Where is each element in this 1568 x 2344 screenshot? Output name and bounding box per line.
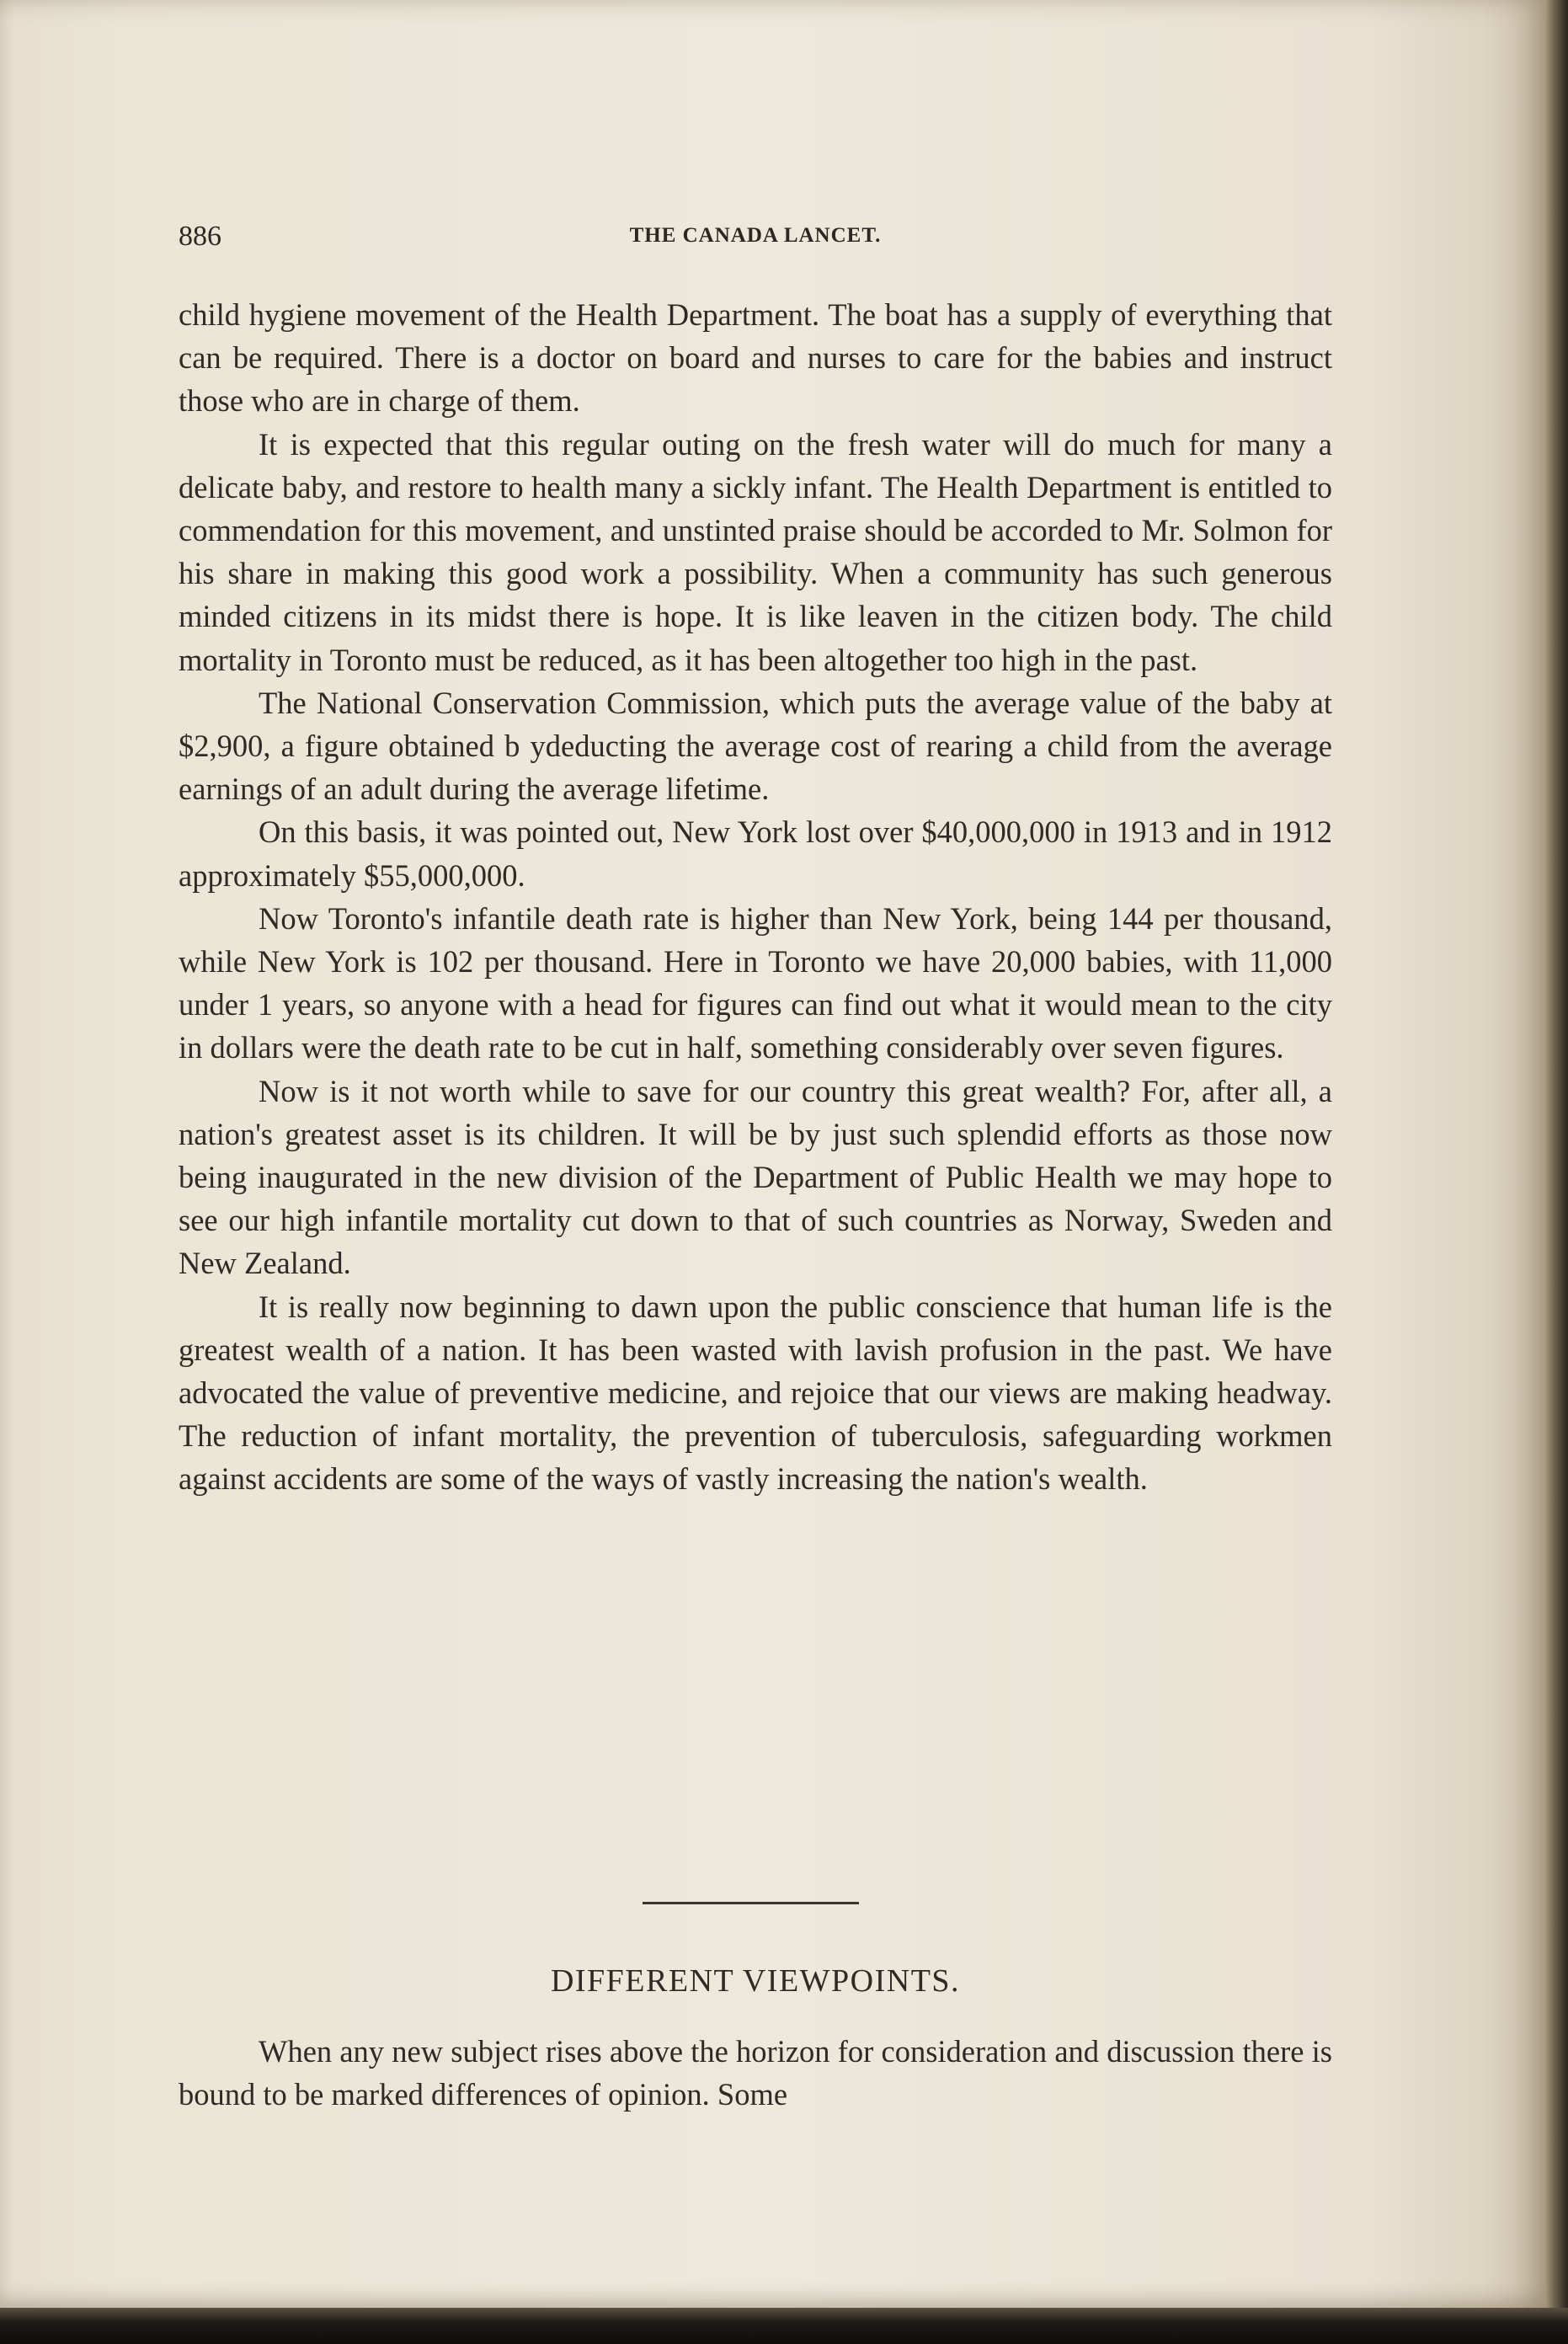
- section-heading: DIFFERENT VIEWPOINTS.: [550, 1963, 961, 1999]
- paragraph: It is expected that this regular outing on the fresh water will do much for many a delicate baby, and restore to health many a sickly infant. The Health Department is entitled to commendation for this movement, and unstinted praise should be accorded to Mr. Solmon for his share in making this good work a possibility. When a community has such generous minded citizens in its midst there is hope. It is like leaven in the citizen body. The child mortality in Toronto must be reduced, as it has been altogether too high in the past.: [179, 426, 1332, 677]
- page-bottom-edge: [0, 2308, 1568, 2344]
- paragraph: child hygiene movement of the Health Department. The boat has a supply of everything that can be required. There is a doctor on board and nurses to care for the babies and instruct those who are in charge of them.: [179, 297, 1332, 419]
- running-head: [179, 221, 1332, 254]
- page-number: 886: [179, 221, 221, 252]
- article-body: [179, 293, 1332, 1501]
- book-spine: [1545, 0, 1568, 2344]
- paragraph: Now is it not worth while to save for our country this great wealth? For, after all, a nation's greatest asset is its children. It will be by just such splendid efforts as those now being inaugurated in the new division of the Department of Public Health we may hope to see our high infantile mortality cut down to that of such countries as Norway, Sweden and New Zealand.: [179, 1073, 1332, 1281]
- section-body: [179, 2030, 1332, 2116]
- paragraph: It is really now beginning to dawn upon the public conscience that human life is the greatest wealth of a nation. It has been wasted with lavish profusion in the past. We have advocated the value of preventive medicine, and rejoice that our views are making headway. The reduction of infant mortality, the prevention of tuberculosis, safeguarding workmen against accidents are some of the ways of vastly increasing the nation's wealth.: [179, 1289, 1332, 1497]
- paragraph: When any new subject rises above the horizon for consideration and discussion there is bound to be marked differences of opinion. Some: [179, 2034, 1332, 2112]
- paragraph: Now Toronto's infantile death rate is higher than New York, being 144 per thousand, while New York is 102 per thousand. Here in Toronto we have 20,000 babies, with 11,000 under 1 years, so anyone with a head for figures can find out what it would mean to the city in dollars were the death rate to be cut in half, something considerably over seven figures.: [179, 900, 1332, 1065]
- paragraph: The National Conservation Commission, which puts the average value of the baby at $2,900, a figure obtained b ydeducting the average cost of rearing a child from the average earnings of an adult during the average lifetime.: [179, 685, 1332, 807]
- section-divider: [643, 1902, 859, 1904]
- journal-title: THE CANADA LANCET.: [629, 224, 882, 247]
- paragraph: On this basis, it was pointed out, New York lost over $40,000,000 in 1913 and in 1912 approximately $55,000,000.: [179, 814, 1332, 893]
